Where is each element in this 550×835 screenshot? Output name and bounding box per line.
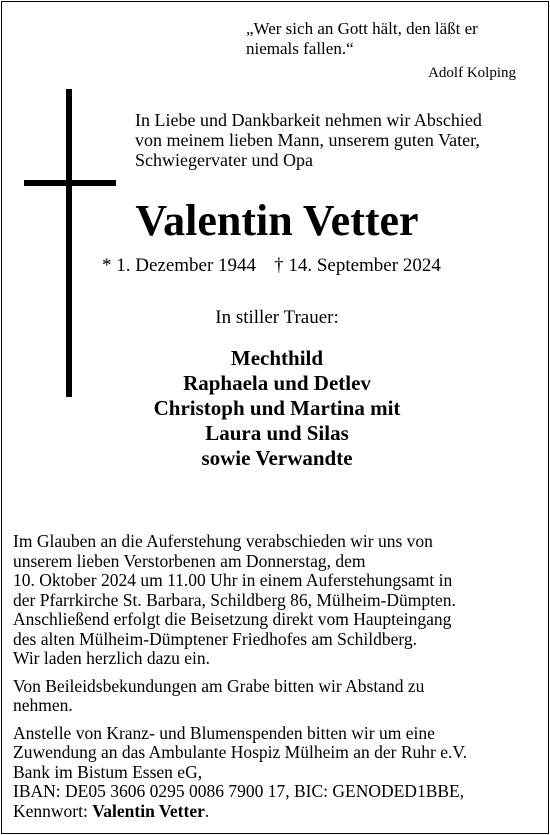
family-member: sowie Verwandte: [201, 446, 353, 470]
keyword-value: Valentin Vetter: [92, 800, 205, 821]
funeral-line: 10. Oktober 2024 um 11.00 Uhr in einem Auferstehungsamt in: [13, 570, 453, 590]
funeral-line: der Pfarrkirche St. Barbara, Schildberg 86, Mülheim-Dümpten.: [13, 589, 456, 610]
quote-line: „Wer sich an Gott hält, den läßt er: [246, 19, 478, 38]
funeral-line: Wir laden herzlich dazu ein.: [13, 648, 211, 668]
deceased-name: [2, 195, 550, 247]
quote-author: Adolf Kolping: [428, 65, 516, 81]
donation-keyword: [13, 801, 209, 821]
details-text: [13, 532, 543, 829]
family-member: Christoph und Martina mit: [153, 396, 401, 420]
condolence-line: Von Beileidsbekundungen am Grabe bitten wir Abstand zu: [13, 675, 425, 696]
intro-line: Schwiegervater und Opa: [135, 150, 313, 170]
family-list: [92, 346, 462, 471]
donation-line: Zuwendung an das Ambulante Hospiz Mülheim an der Ruhr e.V.: [13, 742, 468, 762]
condolence-paragraph: [13, 677, 543, 716]
birth-date: * 1. Dezember 1944: [102, 255, 257, 276]
cross-icon-bar: [24, 180, 116, 186]
family-member: Laura und Silas: [205, 421, 349, 445]
donation-line: Bank im Bistum Essen eG,: [13, 761, 203, 782]
intro-line: von meinem lieben Mann, unserem guten Vater,: [135, 130, 480, 150]
donation-line: Anstelle von Kranz- und Blumenspenden bitten wir um eine: [13, 722, 435, 743]
death-date: † 14. September 2024: [274, 255, 441, 276]
funeral-line: unserem lieben Verstorbenen am Donnerstag, dem: [13, 550, 366, 571]
family-member: Mechthild: [230, 346, 324, 370]
funeral-line: des alten Mülheim-Dümptener Friedhofes am Schildberg.: [13, 628, 418, 649]
family-member: Raphaela und Detlev: [183, 371, 371, 395]
obituary-frame: [1, 1, 549, 834]
intro-line: In Liebe und Dankbarkeit nehmen wir Abschied: [135, 110, 482, 130]
deceased-name-text: Valentin Vetter: [135, 196, 419, 245]
quote: [246, 19, 536, 59]
funeral-line: Im Glauben an die Auferstehung verabschieden wir uns von: [13, 531, 433, 551]
donation-paragraph: [13, 724, 543, 822]
funeral-paragraph: [13, 532, 543, 669]
donation-line: IBAN: DE05 3606 0295 0086 7900 17, BIC: GENODED1BBE,: [13, 781, 465, 801]
keyword-end: .: [204, 800, 210, 821]
condolence-line: nehmen.: [13, 695, 73, 715]
life-dates: [102, 255, 542, 277]
keyword-label: Kennwort:: [13, 800, 88, 821]
funeral-line: Anschließend erfolgt die Beisetzung direkt vom Haupteingang: [13, 609, 452, 629]
quote-line: niemals fallen.“: [246, 39, 354, 58]
farewell-intro: [135, 110, 545, 170]
mourning-label: In stiller Trauer:: [215, 307, 339, 328]
